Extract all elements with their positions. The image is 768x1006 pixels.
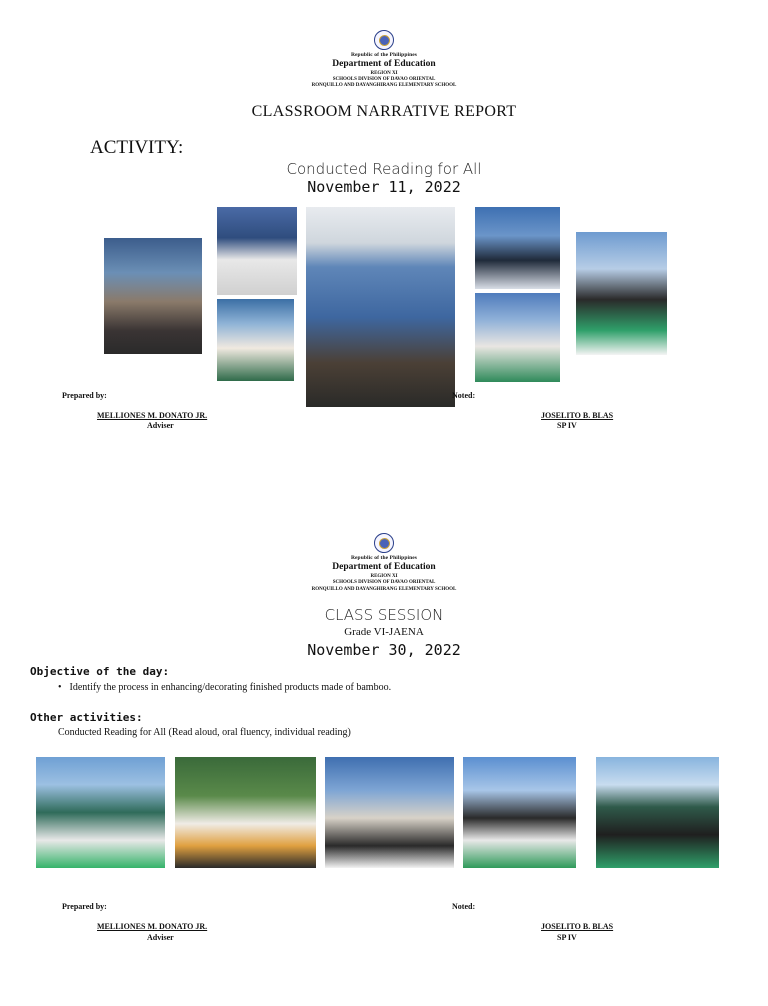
objective-label: Objective of the day: [30,665,170,678]
photo-classroom-1 [104,238,202,354]
photo-class-2 [175,757,316,868]
noter-role: SP IV [557,933,577,942]
division-text: SCHOOLS DIVISION OF DAVAO ORIENTAL [332,77,436,82]
preparer-role: Adviser [147,421,174,430]
republic-text: Republic of the Philippines [350,52,418,58]
photo-students-5 [576,232,667,355]
prepared-by-label: Prepared by: [62,902,107,911]
division-text: SCHOOLS DIVISION OF DAVAO ORIENTAL [332,580,436,585]
deped-seal-icon [374,533,394,553]
photo-students-1 [217,207,297,295]
noter-role: SP IV [557,421,577,430]
region-text: REGION XI [370,71,398,76]
noted-label: Noted: [452,902,476,911]
other-activities-text: Conducted Reading for All (Read aloud, oral fluency, individual reading) [58,727,351,738]
prepared-by-label: Prepared by: [62,391,107,400]
preparer-name: MELLIONES M. DONATO JR. [97,411,208,420]
school-text: RONQUILLO AND DAYANGHIRANG ELEMENTARY SCHOOL [311,587,457,592]
republic-text: Republic of the Philippines [350,555,418,561]
noter-name: JOSELITO B. BLAS [541,922,614,931]
session-date: November 30, 2022 [307,641,461,659]
activity-label: ACTIVITY: [90,137,184,158]
other-activities-label: Other activities: [30,711,143,724]
photo-class-5 [596,757,719,868]
session-title: CLASS SESSION [324,606,444,624]
grade-text: Grade VI-JAENA [344,626,424,638]
photo-class-1 [36,757,165,868]
photo-class-3 [325,757,454,868]
photo-class-4 [463,757,576,868]
preparer-role: Adviser [147,933,174,942]
report-title: CLASSROOM NARRATIVE REPORT [251,103,517,120]
region-text: REGION XI [370,574,398,579]
photo-students-2 [217,299,294,381]
noter-name: JOSELITO B. BLAS [541,411,614,420]
preparer-name: MELLIONES M. DONATO JR. [97,922,208,931]
photo-students-3 [475,207,560,289]
photo-students-4 [475,293,560,382]
deped-seal-icon [374,30,394,50]
activity-name: Conducted Reading for All [286,160,482,178]
photo-teacher-reading [306,207,455,407]
school-text: RONQUILLO AND DAYANGHIRANG ELEMENTARY SCHOOL [311,83,457,88]
noted-label: Noted: [452,391,476,400]
activity-date: November 11, 2022 [307,178,461,196]
department-title: Department of Education [332,59,436,69]
objective-item: • Identify the process in enhancing/decorating finished products made of bamboo. [68,682,391,693]
department-title: Department of Education [332,562,436,572]
